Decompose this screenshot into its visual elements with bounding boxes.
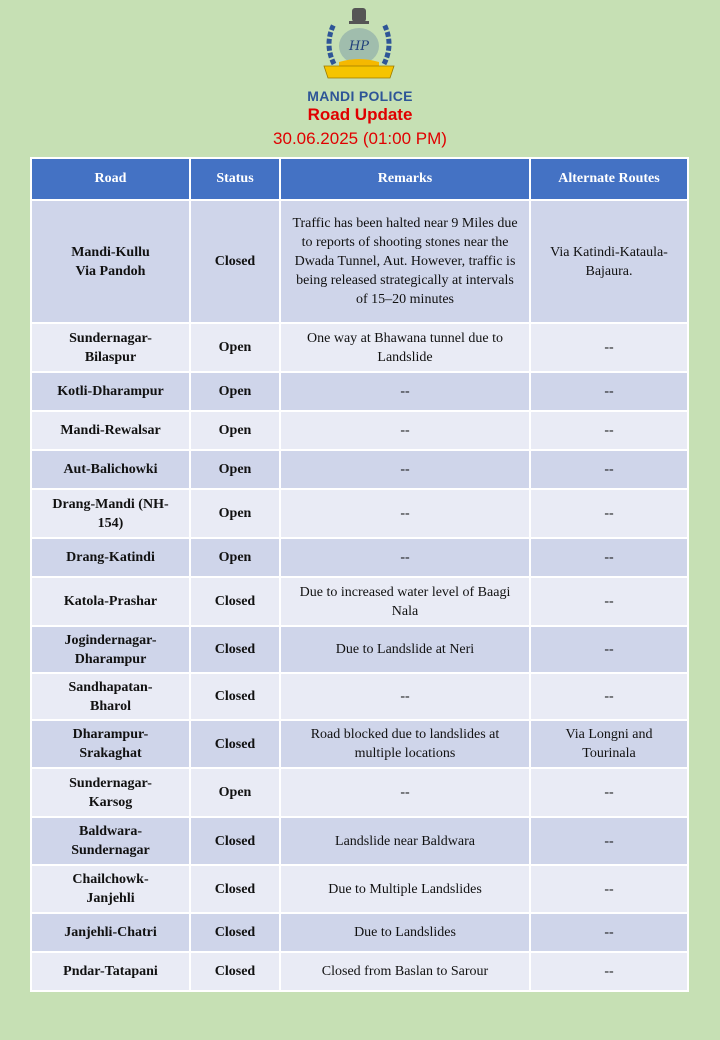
table-row (31, 372, 688, 411)
road-status-table (30, 157, 689, 992)
page-title: Road Update (307, 105, 413, 124)
table-row (31, 538, 688, 577)
table-row (31, 952, 688, 991)
road-cell: Dharampur- Srakaghat (31, 720, 190, 768)
table-row (31, 865, 688, 913)
road-cell: Chailchowk- Janjehli (31, 865, 190, 913)
col-header-status: Status (190, 158, 280, 200)
alternate-route-cell: -- (530, 673, 688, 720)
status-cell: Closed (190, 913, 280, 952)
road-cell: Pndar-Tatapani (31, 952, 190, 991)
table-row (31, 817, 688, 865)
remarks-cell: -- (280, 538, 530, 577)
status-cell: Open (190, 372, 280, 411)
alternate-route-cell: -- (530, 489, 688, 538)
alternate-route-cell: -- (530, 913, 688, 952)
status-cell: Closed (190, 865, 280, 913)
remarks-cell: -- (280, 768, 530, 817)
road-cell: Jogindernagar- Dharampur (31, 626, 190, 673)
remarks-cell: -- (280, 411, 530, 450)
road-cell: Sundernagar- Bilaspur (31, 323, 190, 372)
road-cell: Sundernagar- Karsog (31, 768, 190, 817)
status-cell: Closed (190, 673, 280, 720)
table-row (31, 673, 688, 720)
update-date: 30.06.2025 (01:00 PM) (273, 129, 447, 148)
table-row (31, 913, 688, 952)
status-cell: Open (190, 450, 280, 489)
status-cell: Closed (190, 626, 280, 673)
road-cell: Janjehli-Chatri (31, 913, 190, 952)
page-header (0, 0, 720, 160)
remarks-cell: One way at Bhawana tunnel due to Landslide (280, 323, 530, 372)
road-cell: Baldwara- Sundernagar (31, 817, 190, 865)
org-name: MANDI POLICE (307, 88, 413, 104)
table-row (31, 577, 688, 626)
road-cell: Katola-Prashar (31, 577, 190, 626)
alternate-route-cell: -- (530, 372, 688, 411)
remarks-cell: Closed from Baslan to Sarour (280, 952, 530, 991)
remarks-cell: -- (280, 489, 530, 538)
remarks-cell: Due to Landslides (280, 913, 530, 952)
alternate-route-cell: -- (530, 538, 688, 577)
alternate-route-cell: -- (530, 865, 688, 913)
status-cell: Open (190, 768, 280, 817)
alternate-route-cell: -- (530, 323, 688, 372)
status-cell: Open (190, 323, 280, 372)
status-cell: Closed (190, 720, 280, 768)
remarks-cell: -- (280, 372, 530, 411)
table-row (31, 450, 688, 489)
status-cell: Closed (190, 200, 280, 323)
col-header-remarks: Remarks (280, 158, 530, 200)
status-cell: Open (190, 489, 280, 538)
alternate-route-cell: -- (530, 768, 688, 817)
police-emblem-icon (318, 4, 400, 84)
col-header-alternate-routes: Alternate Routes (530, 158, 688, 200)
table-body (31, 200, 688, 991)
table-row (31, 720, 688, 768)
col-header-road: Road (31, 158, 190, 200)
alternate-route-cell: Via Katindi-Kataula-Bajaura. (530, 200, 688, 323)
table-header-row (31, 158, 688, 200)
table-row (31, 768, 688, 817)
road-cell: Sandhapatan- Bharol (31, 673, 190, 720)
road-cell: Kotli-Dharampur (31, 372, 190, 411)
remarks-cell: Traffic has been halted near 9 Miles due to reports of shooting stones near the Dwada Tunnel, Aut. However, traffic is being released strategically at intervals of 15–20 minutes (280, 200, 530, 323)
table-row (31, 323, 688, 372)
remarks-cell: -- (280, 673, 530, 720)
status-cell: Open (190, 538, 280, 577)
road-cell: Mandi-Rewalsar (31, 411, 190, 450)
remarks-cell: Due to Multiple Landslides (280, 865, 530, 913)
alternate-route-cell: -- (530, 411, 688, 450)
remarks-cell: Due to increased water level of Baagi Nala (280, 577, 530, 626)
alternate-route-cell: -- (530, 577, 688, 626)
remarks-cell: Landslide near Baldwara (280, 817, 530, 865)
road-cell: Drang-Mandi (NH- 154) (31, 489, 190, 538)
road-cell: Aut-Balichowki (31, 450, 190, 489)
alternate-route-cell: Via Longni and Tourinala (530, 720, 688, 768)
remarks-cell: -- (280, 450, 530, 489)
status-cell: Closed (190, 577, 280, 626)
remarks-cell: Road blocked due to landslides at multiple locations (280, 720, 530, 768)
status-cell: Closed (190, 952, 280, 991)
table-row (31, 411, 688, 450)
alternate-route-cell: -- (530, 626, 688, 673)
road-cell: Mandi-Kullu Via Pandoh (31, 200, 190, 323)
alternate-route-cell: -- (530, 450, 688, 489)
table-row (31, 626, 688, 673)
alternate-route-cell: -- (530, 817, 688, 865)
status-cell: Open (190, 411, 280, 450)
remarks-cell: Due to Landslide at Neri (280, 626, 530, 673)
alternate-route-cell: -- (530, 952, 688, 991)
status-cell: Closed (190, 817, 280, 865)
svg-text:HP: HP (348, 39, 370, 54)
road-cell: Drang-Katindi (31, 538, 190, 577)
table-row (31, 489, 688, 538)
table-row (31, 200, 688, 323)
